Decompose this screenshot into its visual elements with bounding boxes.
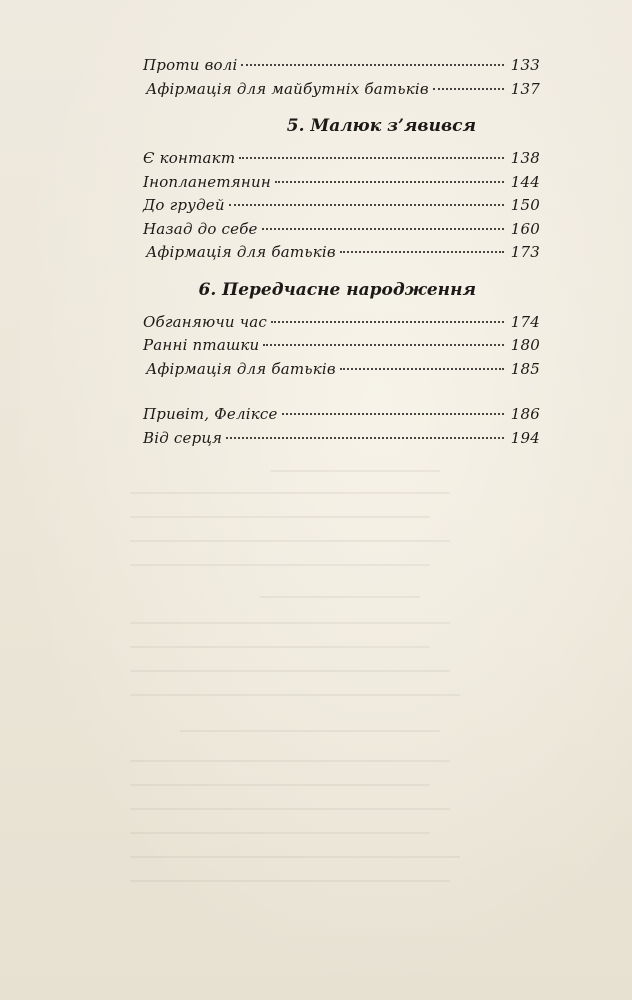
toc-entry bbox=[143, 429, 540, 453]
toc-entry-title: Ранні пташки bbox=[143, 336, 260, 354]
dot-leader bbox=[241, 64, 504, 66]
table-of-contents bbox=[143, 56, 540, 452]
toc-entry bbox=[143, 56, 540, 80]
toc-entry bbox=[143, 313, 540, 337]
dot-leader bbox=[271, 321, 504, 323]
toc-entry-title: Є контакт bbox=[143, 149, 236, 167]
toc-entry-page: 138 bbox=[510, 149, 540, 167]
dot-leader bbox=[262, 228, 504, 230]
dot-leader bbox=[275, 181, 504, 183]
show-through-texture bbox=[0, 440, 632, 940]
toc-entry-title: Афірмація для батьків bbox=[146, 243, 336, 261]
toc-entry bbox=[143, 220, 540, 244]
toc-entry-title: Обганяючи час bbox=[143, 312, 268, 331]
toc-entry-title: Інопланетянин bbox=[143, 172, 271, 191]
toc-entry-title: Афірмація для батьків bbox=[146, 359, 336, 378]
toc-entry-page: 133 bbox=[510, 56, 540, 74]
dot-leader bbox=[263, 344, 504, 346]
toc-entry bbox=[143, 405, 540, 429]
toc-entry bbox=[143, 80, 540, 104]
toc-entry-page: 144 bbox=[510, 172, 540, 191]
toc-entry-page: 160 bbox=[510, 219, 540, 238]
dot-leader bbox=[340, 368, 504, 370]
toc-entry bbox=[143, 360, 540, 384]
toc-entry-page: 173 bbox=[510, 243, 540, 261]
dot-leader bbox=[229, 204, 504, 206]
spacer bbox=[143, 383, 540, 405]
toc-entry-page: 185 bbox=[510, 359, 540, 378]
toc-entry-title: Афірмація для майбутніх батьків bbox=[146, 79, 429, 98]
toc-entry bbox=[143, 243, 540, 267]
toc-entry bbox=[143, 149, 540, 173]
toc-entry-title: Від серця bbox=[143, 428, 223, 447]
toc-entry-title: До грудей bbox=[143, 196, 225, 214]
dot-leader bbox=[433, 88, 504, 90]
dot-leader bbox=[239, 157, 504, 159]
dot-leader bbox=[340, 251, 504, 253]
toc-entry-page: 194 bbox=[510, 428, 540, 447]
toc-entry bbox=[143, 336, 540, 360]
section-heading: 5. Малюк з’явився bbox=[286, 116, 476, 136]
toc-entry-page: 137 bbox=[510, 79, 540, 98]
toc-entry-title: Назад до себе bbox=[143, 219, 258, 238]
section-heading: 6. Передчасне народження bbox=[198, 279, 476, 300]
dot-leader bbox=[282, 413, 504, 415]
toc-entry-page: 186 bbox=[510, 405, 540, 423]
toc-entry-page: 174 bbox=[510, 312, 540, 331]
toc-entry-page: 150 bbox=[510, 196, 540, 214]
toc-entry-title: Привіт, Феліксе bbox=[143, 405, 278, 423]
toc-entry bbox=[143, 173, 540, 197]
toc-entry-page: 180 bbox=[510, 336, 540, 354]
spacer bbox=[143, 267, 540, 277]
toc-entry-title: Проти волі bbox=[143, 56, 238, 74]
dot-leader bbox=[226, 437, 504, 439]
spacer bbox=[143, 103, 540, 113]
toc-entry bbox=[143, 196, 540, 220]
spacer bbox=[143, 303, 540, 313]
spacer bbox=[143, 139, 540, 149]
